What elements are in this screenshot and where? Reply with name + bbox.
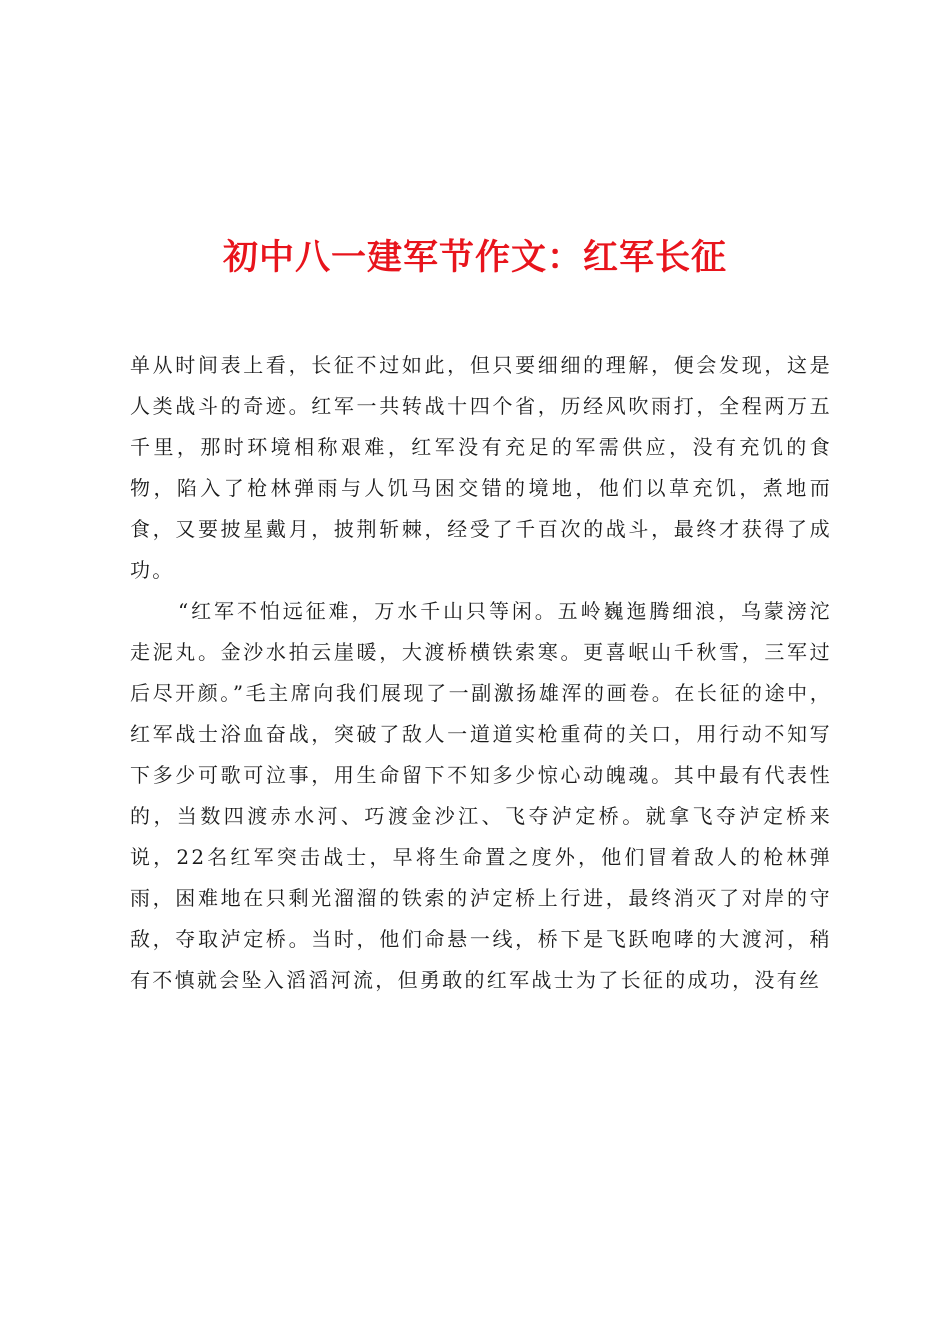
document-body	[130, 345, 832, 1001]
paragraph-1: 单从时间表上看，长征不过如此，但只要细细的理解，便会发现，这是人类战斗的奇迹。红军一共转战十四个省，历经风吹雨打，全程两万五千里，那时环境相称艰难，红军没有充足的军需供应，没有充饥的食物，陷入了枪林弹雨与人饥马困交错的境地，他们以草充饥，煮地而食，又要披星戴月，披荆斩棘，经受了千百次的战斗，最终才获得了成功。	[130, 353, 832, 582]
paragraph-2: “红军不怕远征难，万水千山只等闲。五岭巍迤腾细浪，乌蒙滂沱走泥丸。金沙水拍云崖暖，大渡桥横铁索寒。更喜岷山千秋雪，三军过后尽开颜。”毛主席向我们展现了一副激扬雄浑的画卷。在长征的途中，红军战士浴血奋战，突破了敌人一道道实枪重荷的关口，用行动不知写下多少可歌可泣事，用生命留下不知多少惊心动魄魂。其中最有代表性的，当数四渡赤水河、巧渡金沙江、飞夺泸定桥。就拿飞夺泸定桥来说，22名红军突击战士，早将生命置之度外，他们冒着敌人的枪林弹雨，困难地在只剩光溜溜的铁索的泸定桥上行进，最终消灭了对岸的守敌，夺取泸定桥。当时，他们命悬一线，桥下是飞跃咆哮的大渡河，稍有不慎就会坠入滔滔河流，但勇敢的红军战士为了长征的成功，没有丝	[130, 599, 832, 992]
document-title: 初中八一建军节作文：红军长征	[222, 237, 727, 279]
